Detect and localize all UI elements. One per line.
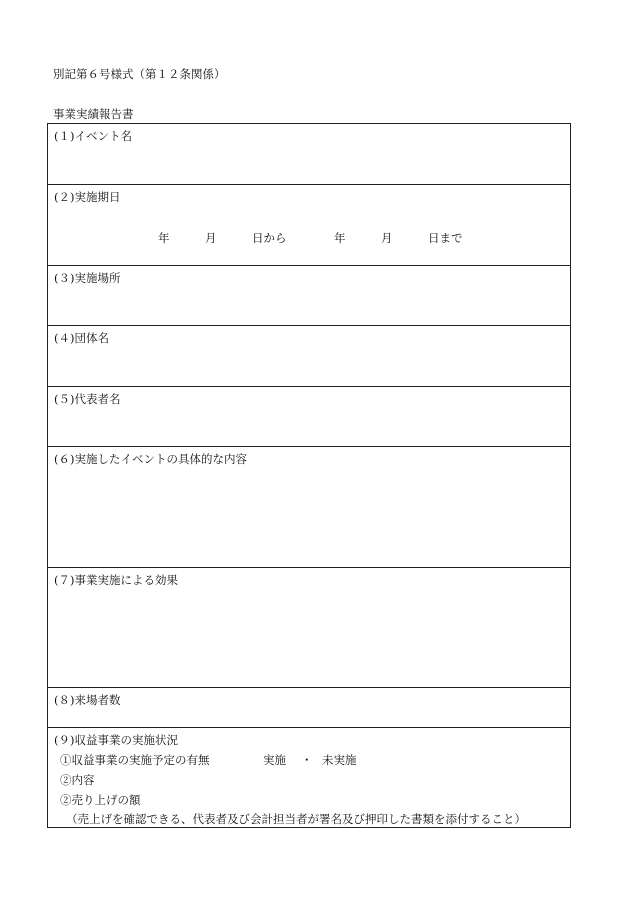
row-period (48, 184, 570, 265)
end-year-label: 年 (334, 231, 346, 245)
revenue-plan-label: ①収益事業の実施予定の有無 (60, 753, 210, 767)
details-label: (６)実施したイベントの具体的な内容 (54, 452, 247, 466)
option-not-implemented: 未実施 (322, 753, 357, 767)
row-representative (48, 386, 570, 446)
effects-label: (７)事業実施による効果 (54, 573, 178, 587)
end-day-label: 日まで (428, 231, 463, 245)
row-group-name (48, 325, 570, 386)
start-month-label: 月 (205, 231, 217, 245)
group-name-label: (４)団体名 (54, 331, 109, 345)
end-month-label: 月 (381, 231, 393, 245)
option-implemented: 実施 (263, 753, 286, 767)
revenue-label: (９)収益事業の実施状況 (54, 733, 178, 747)
row-venue (48, 265, 570, 325)
start-year-label: 年 (158, 231, 170, 245)
period-label: (２)実施期日 (54, 190, 121, 204)
visitors-label: (８)来場者数 (54, 693, 121, 707)
revenue-sales-label: ②売り上げの額 (60, 793, 141, 807)
event-name-label: (１)イベント名 (54, 129, 132, 143)
row-visitors (48, 687, 570, 727)
report-table (47, 123, 571, 828)
row-effects (48, 567, 570, 687)
revenue-content-label: ②内容 (60, 773, 95, 787)
row-revenue (48, 727, 570, 827)
option-separator: ・ (301, 753, 313, 767)
start-day-label: 日から (252, 231, 287, 245)
row-details (48, 446, 570, 567)
row-event-name (48, 124, 570, 184)
form-reference: 別記第６号様式（第１２条関係） (53, 67, 226, 81)
venue-label: (３)実施場所 (54, 271, 121, 285)
revenue-note: （売上げを確認できる、代表者及び会計担当者が署名及び押印した書類を添付すること） (66, 812, 526, 826)
form-title: 事業実績報告書 (53, 107, 134, 121)
representative-label: (５)代表者名 (54, 392, 121, 406)
